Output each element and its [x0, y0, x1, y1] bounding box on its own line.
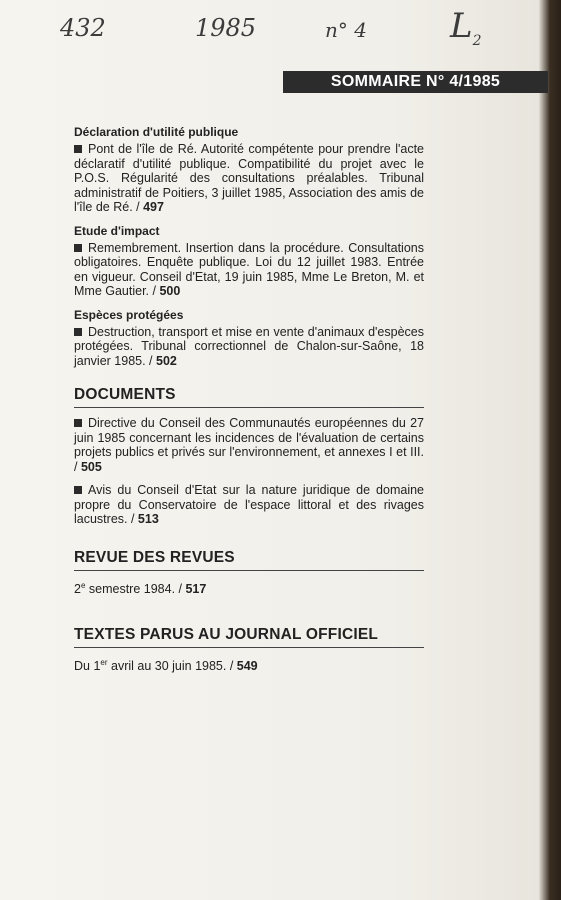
page-ref: 500: [159, 284, 181, 298]
page-ref: 517: [185, 581, 207, 596]
documents-section: [74, 386, 424, 527]
handwritten-mark-letter: L: [450, 6, 473, 46]
handwritten-mark-sub: 2: [472, 32, 482, 49]
page-ref: 497: [143, 200, 164, 214]
entry-body: avril au 30 juin 1985. /: [107, 658, 237, 673]
entry-text: [74, 142, 424, 215]
page-ref: 549: [236, 658, 258, 673]
entry-title: Déclaration d'utilité publique: [74, 125, 239, 139]
entry-text: [74, 241, 424, 299]
page-ref: 505: [80, 459, 102, 474]
entry-body: semestre 1984. /: [85, 581, 186, 596]
entry-sup: e: [80, 580, 86, 590]
textes-section: [74, 626, 424, 673]
bullet-icon: [74, 486, 82, 494]
contents: [74, 125, 424, 673]
handwritten-year: 1985: [195, 14, 257, 42]
entry-body: Directive du Conseil des Communautés européennes du 27 juin 1985 concernant les incidences de l'évaluation de certains projets publics et privés sur l'environnement, et annexes I et III. /: [74, 416, 424, 474]
section-heading: DOCUMENTS: [74, 386, 424, 408]
entry-etude-impact: [74, 224, 424, 299]
entry-declaration: [74, 125, 424, 215]
bullet-icon: [74, 328, 82, 336]
section-heading: REVUE DES REVUES: [74, 549, 424, 571]
entry-body: Destruction, transport et mise en vente d'animaux d'espèces protégées. Tribunal correctionnel de Chalon-sur-Saône, 18 janvier 1985. /: [74, 324, 424, 368]
sommaire-banner: SOMMAIRE N° 4/1985: [283, 71, 548, 93]
entry-title: Espèces protégées: [74, 307, 184, 322]
entry-title: Etude d'impact: [74, 223, 160, 238]
page-ref: 513: [137, 512, 159, 526]
entry-body: Pont de l'île de Ré. Autorité compétente pour prendre l'acte déclaratif d'utilité publique. Compatibilité du projet avec le P.O.S. Régularité des consultations préalables. Tribunal administratif de Poitiers, 3 juillet 1985, Association des amis de l'île de Ré. /: [74, 142, 424, 214]
entry-sup: er: [100, 657, 108, 667]
handwritten-mark: [450, 6, 482, 49]
textes-entry: [74, 656, 424, 673]
document-entry: [74, 483, 424, 527]
entry-num: 2: [74, 581, 81, 596]
bullet-icon: [74, 244, 82, 252]
handwritten-issue: n° 4: [325, 18, 367, 42]
handwritten-number: 432: [60, 14, 106, 42]
bullet-icon: [74, 419, 82, 427]
page-ref: 502: [156, 353, 177, 368]
revue-section: [74, 549, 424, 596]
entry-especes: [74, 308, 424, 369]
entry-pre: Du 1: [74, 658, 101, 673]
section-heading: TEXTES PARUS AU JOURNAL OFFICIEL: [74, 626, 424, 648]
entry-body: Remembrement. Insertion dans la procédure. Consultations obligatoires. Enquête publique. Loi du 12 juillet 1983. Entrée en vigueur. Conseil d'Etat, 19 juin 1985, Mme Le Breton, M. et Mme Gautier. /: [74, 240, 424, 298]
bullet-icon: [74, 145, 82, 153]
revue-entry: [74, 579, 424, 596]
document-entry: [74, 416, 424, 474]
entry-text: [74, 325, 424, 369]
entry-body: Avis du Conseil d'Etat sur la nature juridique de domaine propre du Conservatoire de l'espace littoral et des rivages lacustres. /: [74, 483, 424, 526]
